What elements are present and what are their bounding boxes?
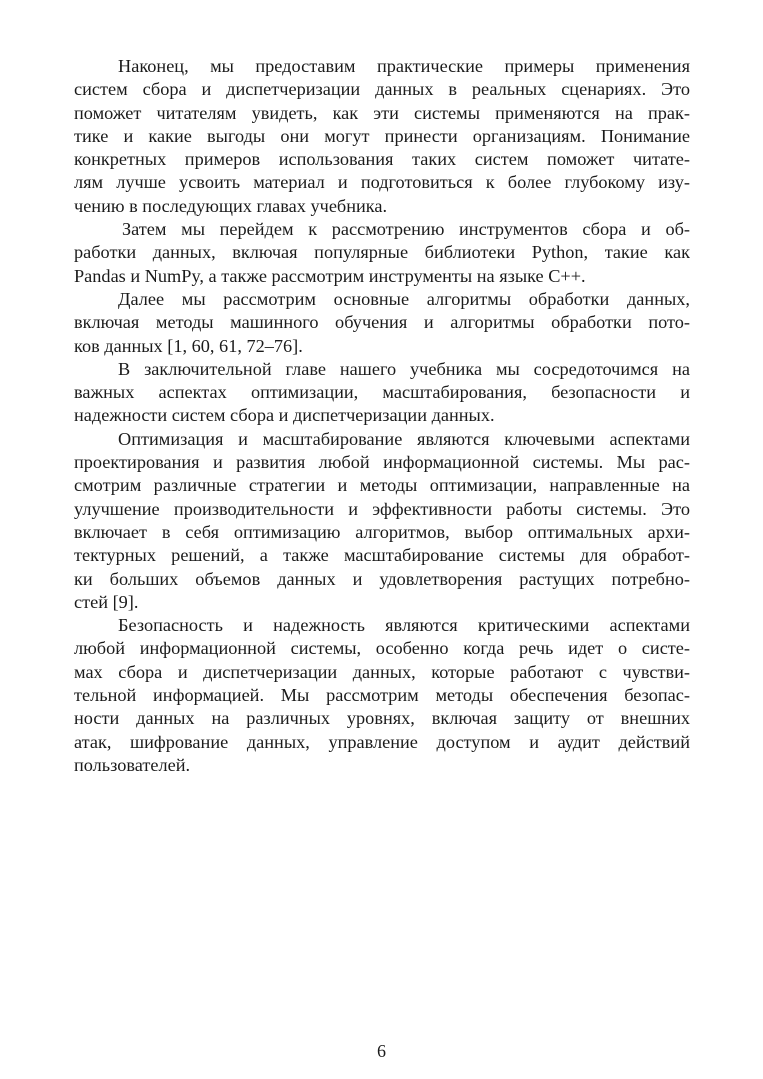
text-line: В заключительной главе нашего учебника мы сосредоточимся на [118,358,690,379]
text-line: пользователей. [74,754,191,775]
text-line: Затем мы перейдем к рассмотрению инструментов сбора и об- [122,219,690,240]
text-line: систем сбора и диспетчеризации данных в реальных сценариях. Это [74,79,690,100]
text-line: лям лучше усвоить материал и подготовиться к более глубокому изу- [74,172,690,193]
text-line: включая методы машинного обучения и алгоритмы обработки пото- [74,312,690,333]
text-line: включает в себя оптимизацию алгоритмов, выбор оптимальных архи- [74,521,690,542]
text-line: улучшение производительности и эффективности работы системы. Это [74,498,690,519]
text-line: поможет читателям увидеть, как эти системы применяются на прак- [74,102,690,123]
body-text [74,55,690,777]
text-line: конкретных примеров использования таких систем поможет читате- [74,149,690,170]
paragraph-algorithms [74,288,690,358]
text-line: тектурных решений, а также масштабирование системы для обработ- [74,545,690,566]
text-line: важных аспектах оптимизации, масштабирования, безопасности и [74,382,690,403]
text-line: ки больших объемов данных и удовлетворения растущих потребно- [74,568,690,589]
text-line: стей [9]. [74,591,139,612]
text-line: работки данных, включая популярные библиотеки Python, такие как [74,242,690,263]
text-line: надежности систем сбора и диспетчеризации данных. [74,405,495,426]
text-line: проектирования и развития любой информационной системы. Мы рас- [74,452,690,473]
paragraph-practical-examples [74,55,690,218]
text-line: Далее мы рассмотрим основные алгоритмы обработки данных, [118,288,690,309]
text-line: ков данных [1, 60, 61, 72–76]. [74,335,303,356]
text-line: Оптимизация и масштабирование являются ключевыми аспектами [118,428,690,449]
text-line: тике и какие выгоды они могут принести организациям. Понимание [74,125,690,146]
text-line: Pandas и NumPy, а также рассмотрим инструменты на языке C++. [74,265,586,286]
text-line: мах сбора и диспетчеризации данных, которые работают с чувстви- [74,661,690,682]
text-line: ности данных на различных уровнях, включая защиту от внешних [74,708,690,729]
text-line: любой информационной системы, особенно когда речь идет о систе- [74,638,690,659]
paragraph-security [74,614,690,777]
text-line: чению в последующих главах учебника. [74,195,388,216]
text-line: Безопасность и надежность являются критическими аспектами [118,615,690,636]
paragraph-final-chapter [74,358,690,428]
text-line: атак, шифрование данных, управление доступом и аудит действий [74,731,690,752]
text-line: тельной информацией. Мы рассмотрим методы обеспечения безопас- [74,685,690,706]
paragraph-optimization [74,428,690,614]
text-line: смотрим различные стратегии и методы оптимизации, направленные на [74,475,690,496]
page-number: 6 [377,1041,386,1061]
paragraph-data-tools [74,218,690,288]
text-line: Наконец, мы предоставим практические примеры применения [118,56,690,76]
